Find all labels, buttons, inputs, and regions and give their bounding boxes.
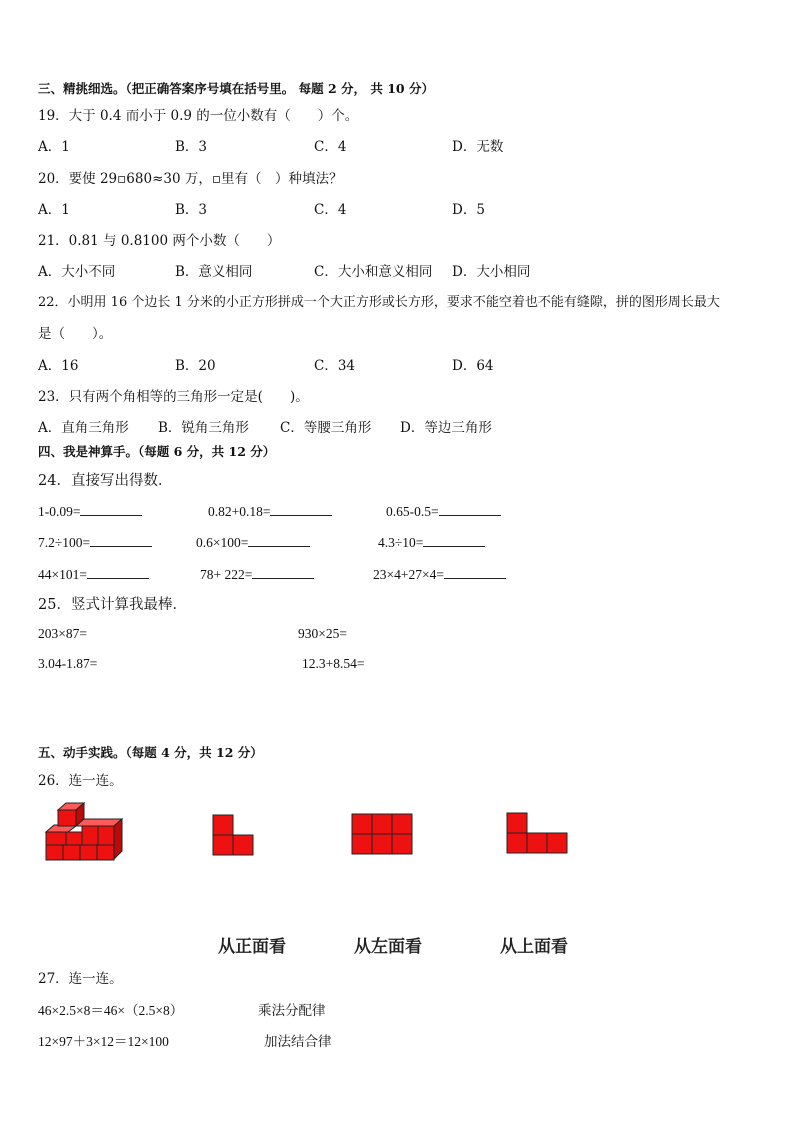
q19-option-d: D．无数: [452, 139, 504, 155]
q22-option-b: B．20: [175, 358, 216, 374]
section4-title: 四、我是神算手。（每题 6 分，共 12 分）: [38, 444, 276, 459]
question-22: 22．小明用 16 个边长 1 分米的小正方形拼成一个大正方形或长方形，要求不能空着也不能有缝隙，拼的图形周长最大: [38, 295, 720, 310]
vertical-calc-item: 12.3+8.54=: [302, 656, 365, 671]
q20-option-c: C．4: [314, 202, 347, 218]
q22-option-c: C．34: [314, 358, 356, 374]
view-shape-grid: [351, 813, 413, 856]
calc-item: 0.82+0.18=: [208, 501, 332, 520]
calc-item: 0.65-0.5=: [386, 501, 501, 520]
calc-item: 7.2÷100=: [38, 532, 152, 551]
q21-option-b: B．意义相同: [175, 264, 253, 280]
q21-option-a: A．大小不同: [38, 264, 116, 280]
cube-figure-3d: [44, 802, 126, 862]
q20-option-d: D．5: [452, 202, 485, 218]
q21-option-c: C．大小和意义相同: [314, 264, 433, 280]
view-label-top: 从上面看: [500, 937, 568, 957]
question-20: 20．要使 29▫680≈30 万，▫里有（ ）种填法？: [38, 171, 343, 187]
match-right-item: 加法结合律: [264, 1034, 332, 1050]
q22-option-d: D．64: [452, 358, 494, 374]
calc-item: 44×101=: [38, 564, 149, 583]
vertical-calc-item: 203×87=: [38, 626, 87, 641]
view-label-left: 从左面看: [354, 937, 422, 957]
q22-option-a: A．16: [38, 358, 79, 374]
q23-option-b: B．锐角三角形: [158, 420, 249, 436]
question-26: 26．连一连。: [38, 773, 123, 789]
calc-item: 4.3÷10=: [378, 532, 485, 551]
q20-option-b: B．3: [175, 202, 208, 218]
question-24: 24．直接写出得数．: [38, 473, 173, 489]
view-shape-l-long: [506, 812, 568, 855]
question-21: 21．0.81 与 0.8100 两个小数（ ）: [38, 233, 281, 249]
question-25: 25．竖式计算我最棒．: [38, 597, 187, 613]
q23-option-d: D．等边三角形: [400, 420, 492, 436]
question-19: 19．大于 0.4 而小于 0.9 的一位小数有（ ）个。: [38, 108, 359, 124]
match-left-item: 12×97＋3×12＝12×100: [38, 1034, 169, 1049]
calc-item: 23×4+27×4=: [373, 564, 506, 583]
q20-option-a: A．1: [38, 202, 70, 218]
section3-title: 三、精挑细选。（把正确答案序号填在括号里。 每题 2 分， 共 10 分）: [38, 81, 434, 96]
view-shape-l-small: [212, 814, 256, 858]
view-label-front: 从正面看: [218, 937, 286, 957]
question-27: 27．连一连。: [38, 971, 123, 987]
calc-item: 0.6×100=: [196, 532, 310, 551]
question-23: 23．只有两个角相等的三角形一定是( )。: [38, 389, 309, 405]
q19-option-c: C．4: [314, 139, 347, 155]
q21-option-d: D．大小相同: [452, 264, 531, 280]
q19-option-b: B．3: [175, 139, 208, 155]
question-22-cont: 是（ ）。: [38, 326, 113, 342]
vertical-calc-item: 930×25=: [298, 626, 347, 641]
q23-option-a: A．直角三角形: [38, 420, 129, 436]
calc-item: 1-0.09=: [38, 501, 142, 520]
q19-option-a: A．1: [38, 139, 70, 155]
match-left-item: 46×2.5×8＝46×（2.5×8）: [38, 1003, 184, 1018]
vertical-calc-item: 3.04-1.87=: [38, 656, 98, 671]
q23-option-c: C．等腰三角形: [280, 420, 372, 436]
match-right-item: 乘法分配律: [258, 1003, 326, 1019]
calc-item: 78+ 222=: [200, 564, 314, 583]
section5-title: 五、动手实践。（每题 4 分，共 12 分）: [38, 745, 263, 760]
